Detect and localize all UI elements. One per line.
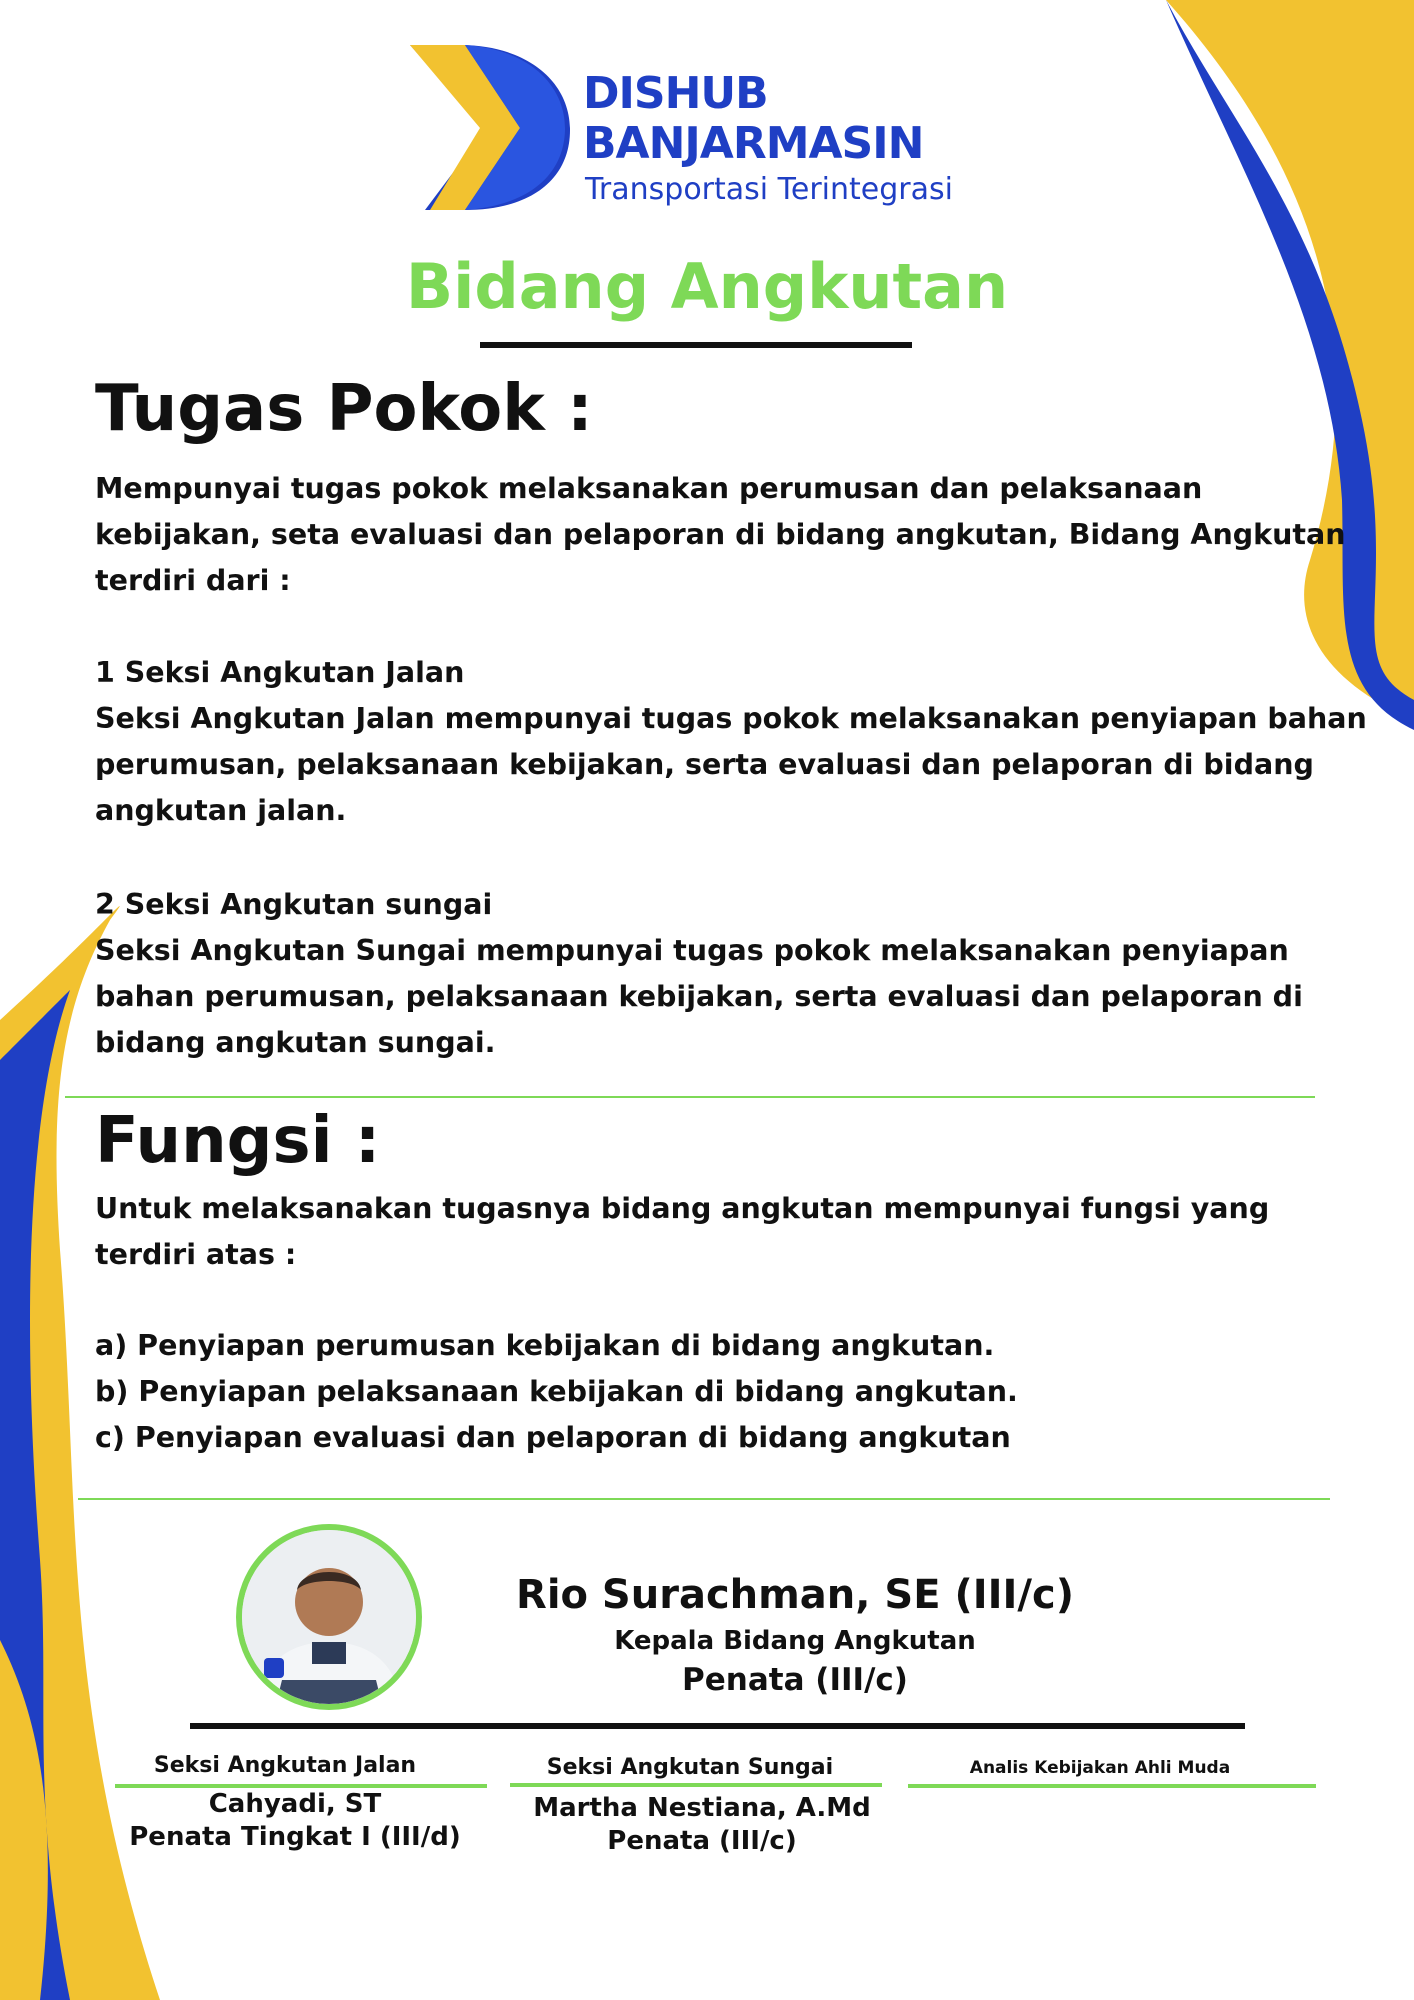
logo-title-line1: DISHUB xyxy=(583,68,768,119)
fungsi-intro: Untuk melaksanakan tugasnya bidang angkutan mempunyai fungsi yang terdiri atas : xyxy=(95,1192,1270,1271)
list-item: a) Penyiapan perumusan kebijakan di bidang angkutan. xyxy=(95,1329,995,1362)
tugas-intro: Mempunyai tugas pokok melaksanakan perumusan dan pelaksanaan kebijakan, seta evaluasi dan pelaporan di bidang angkutan, Bidang Angkutan terdiri dari : xyxy=(95,472,1346,597)
column-label: Seksi Angkutan Sungai xyxy=(546,1755,834,1780)
section-title: Bidang Angkutan xyxy=(405,250,1009,323)
column-name: Martha Nestiana, A.Md xyxy=(533,1793,871,1823)
seksi-desc: Seksi Angkutan Sungai mempunyai tugas pokok melaksanakan penyiapan bahan perumusan, pelaksanaan kebijakan, serta evaluasi dan pelaporan di bidang angkutan sungai. xyxy=(95,934,1303,1059)
fungsi-heading: Fungsi : xyxy=(95,1104,381,1178)
head-name: Rio Surachman, SE (III/c) xyxy=(516,1572,1074,1618)
tugas-heading: Tugas Pokok : xyxy=(95,372,593,446)
seksi-desc: Seksi Angkutan Jalan mempunyai tugas pokok melaksanakan penyiapan bahan perumusan, pelaksanaan kebijakan, serta evaluasi dan pelaporan di bidang angkutan jalan. xyxy=(95,702,1367,827)
column-underline xyxy=(510,1783,882,1787)
column-rank: Penata (III/c) xyxy=(607,1826,797,1856)
column-label: Analis Kebijakan Ahli Muda xyxy=(969,1758,1231,1778)
logo-tagline: Transportasi Terintegrasi xyxy=(585,172,953,207)
column-name: Cahyadi, ST xyxy=(208,1789,382,1819)
column-label: Seksi Angkutan Jalan xyxy=(153,1753,417,1778)
list-item: b) Penyiapan pelaksanaan kebijakan di bidang angkutan. xyxy=(95,1375,1018,1408)
seksi-title: 1 Seksi Angkutan Jalan xyxy=(95,656,465,689)
column-underline xyxy=(908,1784,1316,1788)
seksi-title: 2 Seksi Angkutan sungai xyxy=(95,888,493,921)
head-rank: Penata (III/c) xyxy=(682,1662,908,1698)
logo-title-line2: BANJARMASIN xyxy=(583,118,924,169)
column-rank: Penata Tingkat I (III/d) xyxy=(129,1822,461,1852)
list-item: c) Penyiapan evaluasi dan pelaporan di bidang angkutan xyxy=(95,1421,1011,1454)
head-role: Kepala Bidang Angkutan xyxy=(614,1626,976,1656)
